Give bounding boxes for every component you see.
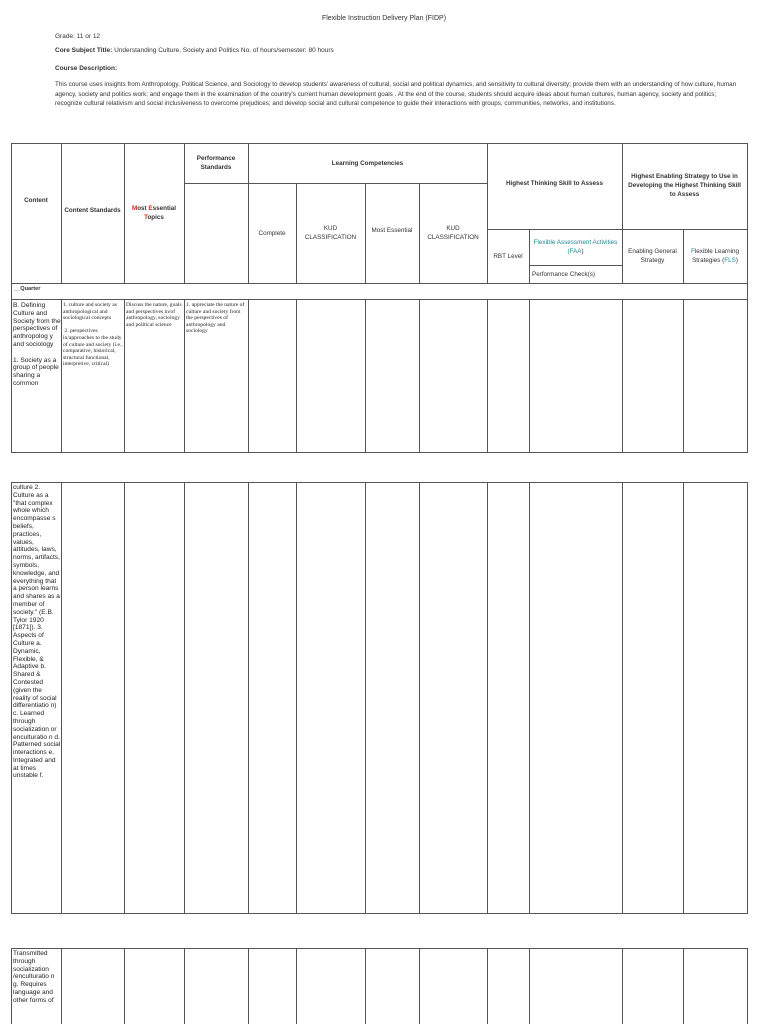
header-rbt-level: RBT Level bbox=[493, 252, 523, 260]
row3-content: Transmitted through socialization /enculturatio n g. Requires language and other forms of bbox=[13, 950, 57, 1004]
course-description-label: Course Description: bbox=[55, 65, 118, 72]
header-performance-checks: Performance Check(s) bbox=[532, 270, 595, 278]
header-complete: Complete bbox=[258, 229, 286, 237]
header-most-essential: Most Essential bbox=[371, 227, 413, 234]
document-title: Flexible Instruction Delivery Plan (FIDP) bbox=[321, 15, 447, 22]
header-learning-competencies: Learning Competencies bbox=[331, 159, 404, 167]
subject-label: Core Subject Title: bbox=[55, 47, 113, 54]
header-kud-classification-1: KUD CLASSIFICATION bbox=[304, 225, 357, 241]
header-kud-classification-2: KUD CLASSIFICATION bbox=[427, 225, 479, 241]
header-most-essential-topics: Most Essential Topics bbox=[131, 205, 177, 221]
row1-most-essential-topics: Discuss the nature, goals and perspectives in/of anthropology, sociology and political science bbox=[126, 302, 184, 328]
grade-line: Grade: 11 or 12 bbox=[55, 33, 101, 40]
header-enabling-general-strategy: Enabling General Strategy bbox=[628, 248, 677, 264]
subject-value: Understanding Culture, Society and Politics No. of hours/semester: 80 hours bbox=[112, 47, 334, 54]
row2-content: culture 2. Culture as a "that complex whole which encompasse s beliefs, practices, values, attitudes, laws, norms, artifacts, symbols, knowledge, and everything that a person learns and shares as a member of society." (E.B. Tylor 1920 [1871]). 3. Aspects of Culture a. Dynamic, Flexible, & Adaptive b. Shared & Contested (given the reality of social differentiatio n) c. Learned through socialization or enculturatio n d. Patterned social interactions e. Integrated and at times unstable f. bbox=[13, 484, 61, 780]
quarter-label: __Quarter bbox=[14, 286, 41, 292]
header-content-standards: Content Standards bbox=[64, 207, 121, 214]
header-flexible-assessment-activities: Flexible Assessment Activities (FAA) bbox=[533, 239, 618, 255]
header-content: Content bbox=[24, 197, 48, 204]
row1-performance-standards: 1. appreciate the nature of culture and society from the perspectives of anthropology and sociology bbox=[186, 302, 246, 335]
course-description: This course uses insights from Anthropology, Political Science, and Sociology to develop students' awareness of cultural, social and political dynamics, and sensitivity to cultural diversity; provide them with an understanding of how culture, human agency, society and politics work; and engage them in the examination of the country's current human development goals . At the end of the course, students should acquire ideas about human cultures, human agency, society and politics; recognize cultural relativism and social inclusiveness to overcome prejudices; and develop social and cultural competence to guide their interactions with groups, communities, networks, and institutions. bbox=[55, 81, 737, 107]
header-highest-thinking-skill: Highest Thinking Skill to Assess bbox=[505, 179, 604, 187]
header-flexible-learning-strategies: Flexible Learning Strategies (FLS) bbox=[691, 248, 739, 264]
row1-content-standards: 1. culture and society as anthropological and sociological concepts 2. perspectives in/approaches to the study of culture and society (i.e., comparative, historical, structural functional, interpretive, critical) bbox=[63, 302, 123, 368]
header-performance-standards: Performance Standards bbox=[196, 155, 236, 171]
row1-content: B. Defining Culture and Society from the perspectives of anthropolog y and sociology 1. Society as a group of people sharing a common bbox=[13, 302, 61, 387]
header-highest-enabling-strategy: Highest Enabling Strategy to Use in Developing the Highest Thinking Skill to Assess bbox=[628, 172, 741, 198]
